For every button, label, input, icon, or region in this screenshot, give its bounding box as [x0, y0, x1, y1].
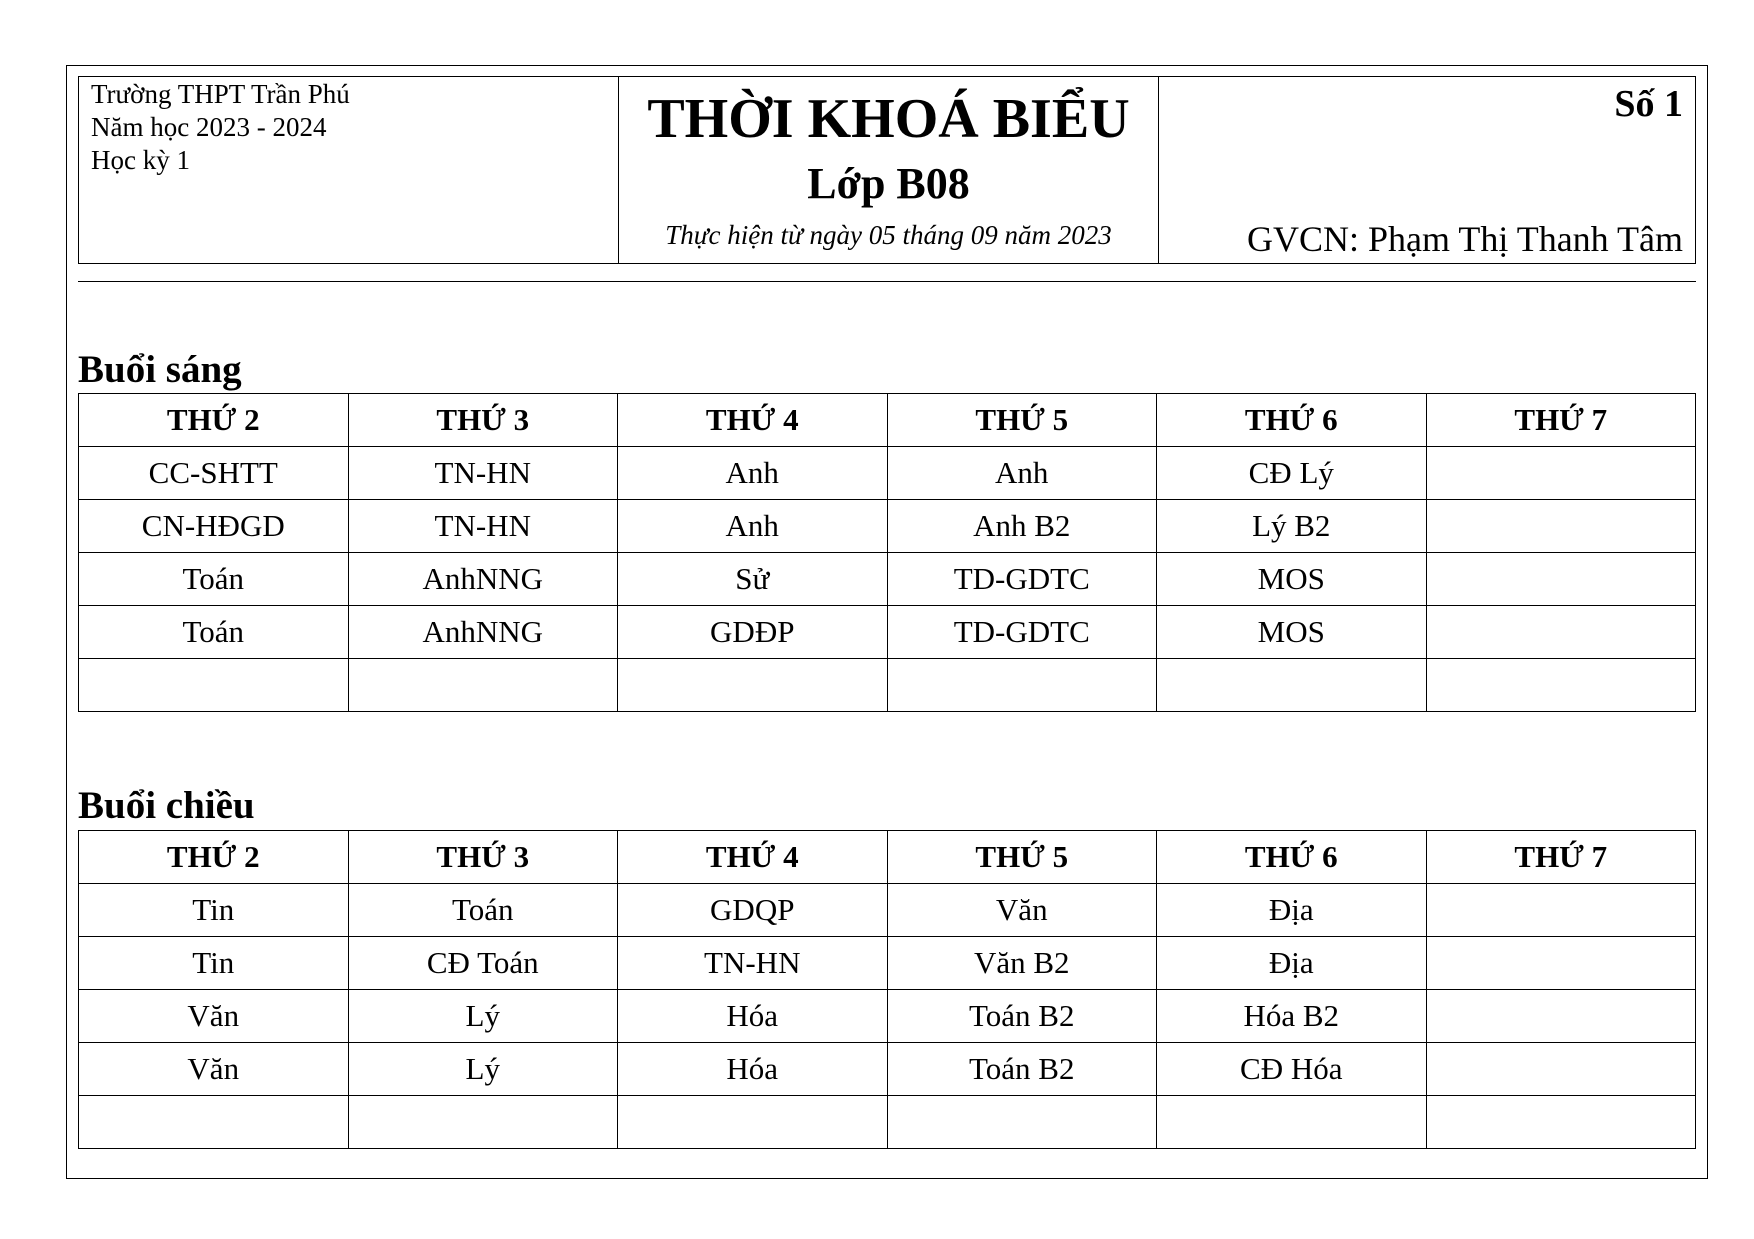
period-row [79, 606, 1696, 659]
subject-cell: Tin [79, 884, 349, 937]
subject-cell: Địa [1157, 937, 1427, 990]
subject-cell: Toán [348, 884, 618, 937]
document-number: Số 1 [1614, 83, 1683, 125]
subject-cell: Toán [79, 553, 349, 606]
subject-cell: Địa [1157, 884, 1427, 937]
subject-cell [887, 659, 1157, 712]
subject-cell [1426, 606, 1696, 659]
period-row [79, 447, 1696, 500]
afternoon-timetable [78, 830, 1696, 1149]
subject-cell [1157, 1096, 1427, 1149]
subject-cell: Anh [618, 447, 888, 500]
morning-timetable [78, 393, 1696, 712]
subject-cell: TD-GDTC [887, 553, 1157, 606]
subject-cell: CC-SHTT [79, 447, 349, 500]
subject-cell: TD-GDTC [887, 606, 1157, 659]
subject-cell [618, 1096, 888, 1149]
afternoon-section-title: Buổi chiều [78, 784, 255, 827]
subject-cell: Anh B2 [887, 500, 1157, 553]
subject-cell [1426, 659, 1696, 712]
day-header: THỨ 5 [887, 831, 1157, 884]
day-header: THỨ 5 [887, 394, 1157, 447]
school-info [79, 77, 619, 263]
subject-cell: GDQP [618, 884, 888, 937]
subject-cell [618, 659, 888, 712]
subject-cell [1426, 937, 1696, 990]
subject-cell: TN-HN [348, 447, 618, 500]
period-row [79, 937, 1696, 990]
school-year: Năm học 2023 - 2024 [91, 112, 327, 142]
subject-cell [348, 659, 618, 712]
subject-cell: Lý [348, 1043, 618, 1096]
day-header-row [79, 831, 1696, 884]
day-header: THỨ 7 [1426, 394, 1696, 447]
effective-date: Thực hiện từ ngày 05 tháng 09 năm 2023 [665, 220, 1112, 250]
subject-cell [79, 1096, 349, 1149]
title-block [619, 77, 1159, 263]
period-row [79, 1096, 1696, 1149]
subject-cell: Lý [348, 990, 618, 1043]
subject-cell: TN-HN [618, 937, 888, 990]
semester: Học kỳ 1 [91, 145, 190, 175]
subject-cell: CĐ Lý [1157, 447, 1427, 500]
subject-cell: Văn [79, 1043, 349, 1096]
subject-cell: AnhNNG [348, 606, 618, 659]
subject-cell: Sử [618, 553, 888, 606]
day-header: THỨ 2 [79, 831, 349, 884]
period-row [79, 1043, 1696, 1096]
subject-cell: Hóa [618, 1043, 888, 1096]
period-row [79, 553, 1696, 606]
document-info [1159, 77, 1695, 263]
subject-cell: Lý B2 [1157, 500, 1427, 553]
subject-cell [348, 1096, 618, 1149]
class-label: Lớp B08 [807, 159, 970, 208]
subject-cell: Toán [79, 606, 349, 659]
period-row [79, 659, 1696, 712]
subject-cell: Anh [618, 500, 888, 553]
subject-cell: CĐ Hóa [1157, 1043, 1427, 1096]
morning-section-title: Buổi sáng [78, 348, 242, 391]
day-header: THỨ 6 [1157, 831, 1427, 884]
subject-cell [1426, 1096, 1696, 1149]
subject-cell [887, 1096, 1157, 1149]
day-header: THỨ 6 [1157, 394, 1427, 447]
day-header: THỨ 3 [348, 831, 618, 884]
period-row [79, 500, 1696, 553]
subject-cell [1426, 500, 1696, 553]
header-divider [78, 281, 1696, 282]
subject-cell: MOS [1157, 606, 1427, 659]
subject-cell [1426, 1043, 1696, 1096]
day-header: THỨ 3 [348, 394, 618, 447]
day-header: THỨ 4 [618, 394, 888, 447]
subject-cell: Văn B2 [887, 937, 1157, 990]
day-header: THỨ 2 [79, 394, 349, 447]
page-title: THỜI KHOÁ BIỂU [647, 88, 1130, 150]
subject-cell [1426, 447, 1696, 500]
subject-cell: Văn [887, 884, 1157, 937]
day-header-row [79, 394, 1696, 447]
subject-cell: Anh [887, 447, 1157, 500]
homeroom-teacher: GVCN: Phạm Thị Thanh Tâm [1247, 219, 1683, 259]
subject-cell: Văn [79, 990, 349, 1043]
subject-cell [1426, 553, 1696, 606]
subject-cell [1426, 990, 1696, 1043]
subject-cell [1157, 659, 1427, 712]
subject-cell: Toán B2 [887, 990, 1157, 1043]
subject-cell: MOS [1157, 553, 1427, 606]
period-row [79, 884, 1696, 937]
timetable-header [78, 76, 1696, 264]
subject-cell [1426, 884, 1696, 937]
subject-cell: AnhNNG [348, 553, 618, 606]
subject-cell: Hóa B2 [1157, 990, 1427, 1043]
subject-cell [79, 659, 349, 712]
day-header: THỨ 4 [618, 831, 888, 884]
school-name: Trường THPT Trần Phú [91, 79, 350, 109]
subject-cell: CN-HĐGD [79, 500, 349, 553]
subject-cell: Tin [79, 937, 349, 990]
day-header: THỨ 7 [1426, 831, 1696, 884]
subject-cell: CĐ Toán [348, 937, 618, 990]
subject-cell: GDĐP [618, 606, 888, 659]
subject-cell: Hóa [618, 990, 888, 1043]
subject-cell: TN-HN [348, 500, 618, 553]
period-row [79, 990, 1696, 1043]
subject-cell: Toán B2 [887, 1043, 1157, 1096]
